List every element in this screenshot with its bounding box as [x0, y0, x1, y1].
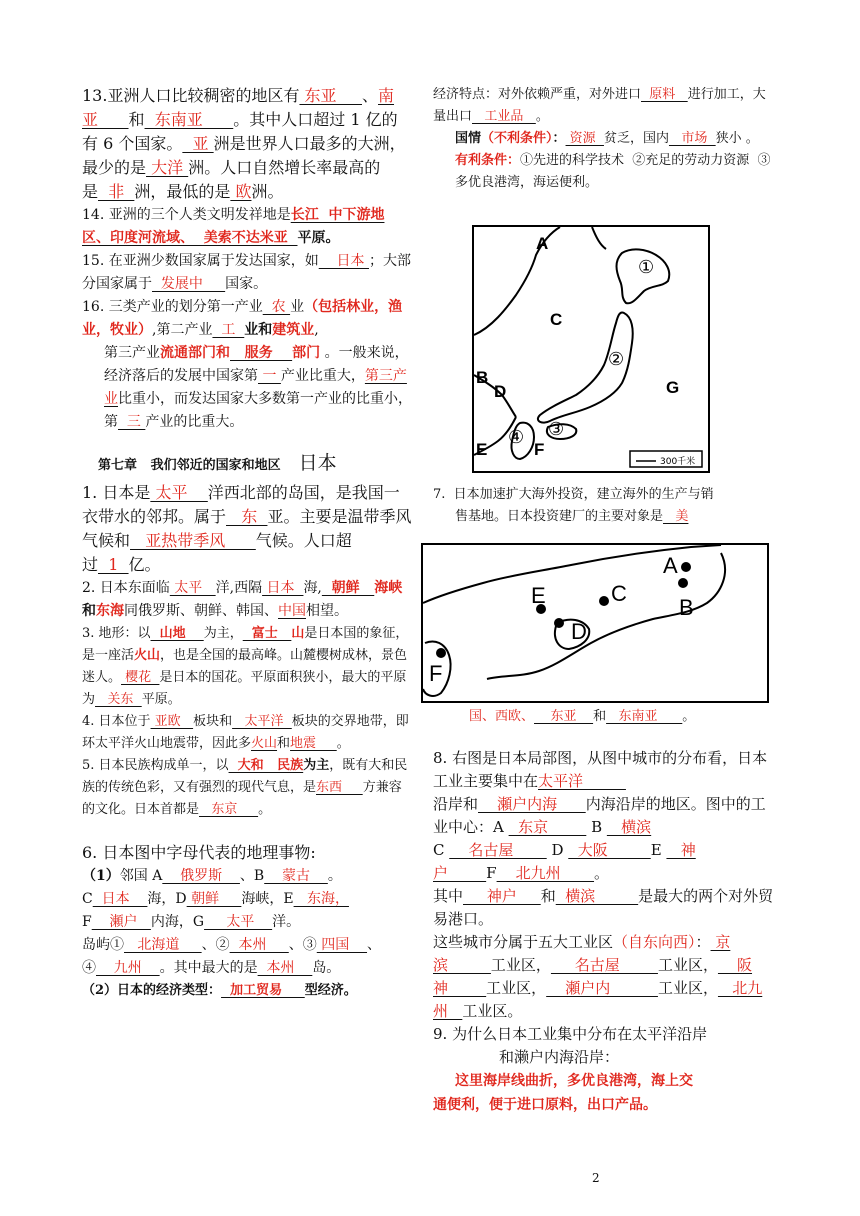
- label-circle-1: ①: [638, 257, 655, 278]
- right-column: [433, 84, 773, 194]
- q14: 14. 亚洲的三个人类文明发祥地是长江 中下游地区、印度河流域、 美索不达米亚 平原。: [82, 207, 385, 246]
- q9-answer: 这里海岸线曲折，多优良港湾，海上交: [455, 1073, 693, 1089]
- label-D: D: [494, 382, 507, 401]
- city-C: [599, 596, 609, 606]
- q2: 2. 日本东面临 太平 洋,西隔 日本 海, 朝鲜 海峡和东海同俄罗斯、朝鲜、韩国、中国相望。: [82, 580, 403, 619]
- favorable-conditions: 有利条件：①先进的科学技术 ②充足的劳动力资源 ③多优良港湾，海运便利。: [455, 153, 771, 190]
- map2-label-B: B: [679, 595, 694, 620]
- japan-map: [472, 225, 710, 473]
- q15: 15. 在亚洲少数国家属于发达国家，如 日本 ；大部分国家属于 发展中 国家。: [82, 253, 411, 292]
- q3: 3. 地形：以 山地 为主， 富士 山是日本国的象征，是一座活火山，也是全国的最高峰。山麓樱树成林，景色迷人。 樱花 是日本的国花。平原面积狭小，最大的平原为 关东 平原。: [82, 626, 409, 707]
- label-circle-3: ③: [548, 419, 565, 440]
- q7: 7. 日本加速扩大海外投资，建立海外的生产与销: [433, 487, 714, 502]
- city-B: [678, 578, 688, 588]
- left-column: [82, 84, 412, 1002]
- label-C: C: [550, 310, 563, 329]
- q6-2: （2）日本的经济类型： 加工贸易 型经济。: [82, 983, 357, 998]
- q6: 6. 日本图中字母代表的地理事物:: [82, 843, 316, 862]
- city-F: [436, 648, 446, 658]
- q9: 9. 为什么日本工业集中分布在太平洋沿岸: [433, 1025, 708, 1043]
- q8-block: [433, 747, 778, 1117]
- map2-label-D: D: [571, 619, 587, 644]
- city-D: [554, 618, 564, 628]
- label-A: A: [536, 234, 549, 253]
- q6-1: （1）邻国 A 俄罗斯 、B 蒙古 。 C 日本 海，D 朝鲜 海峡，E 东海， F 瀬户 内海，G 太平 洋。 岛屿① 北海道 、② 本州 、③ 四国 、④ 九州 。其中最大的是 本州 岛。: [82, 868, 382, 976]
- q5: 5. 日本民族构成单一，以 大和 民族为主，既有大和民族的传统色彩，又有强烈的现代气息，是东西 方兼容的文化。日本首都是 东京 。: [82, 758, 408, 817]
- label-circle-2: ②: [608, 349, 625, 370]
- q7-block: [433, 484, 773, 528]
- map2-label-C: C: [611, 581, 627, 606]
- label-B: B: [476, 368, 489, 387]
- q7-answers: 国、西欧、 东亚 和 东南亚 。: [469, 709, 696, 724]
- label-G: G: [666, 378, 680, 397]
- industry-map: [421, 543, 769, 703]
- q7-answer-block: [433, 706, 773, 728]
- national-conditions: 国情（不利条件）： 资源 贫乏，国内 市场 狭小 。: [455, 131, 759, 146]
- q16: 16. 三类产业的划分第一产业 农 业（包括林业，渔业，牧业）,第二产业 工 业和建筑业,: [82, 299, 403, 338]
- econ-features: 经济特点：对外依赖严重，对外进口 原料 进行加工，大量出口 工业品 。: [433, 87, 766, 124]
- q7-cont: 售基地。日本投资建厂的主要对象是 美: [455, 509, 689, 524]
- label-E: E: [476, 440, 488, 459]
- q13: 13.亚洲人口比较稠密的地区有 东亚 、南亚 和 东南亚 。其中人口超过 1 亿的有 6 个国家。 亚 洲是世界人口最多的大洲，最少的是 大洋 洲。人口自然增长率最高的是 非 洲，最低的是 欧洲。: [82, 86, 406, 201]
- q9-cont: 和濑户内海沿岸：: [499, 1048, 620, 1066]
- q8: 8. 右图是日本局部图，从图中城市的分布看，日本工业主要集中在太平洋 沿岸和 瀬户内海 内海沿岸的地区。图中的工业中心：A 东京 B 横滨 C 名古屋 D 大阪 E 神户 F 北九州 。 其中 神户 和 横滨 是最大的两个对外贸易港口。 这些城市分属于五大工业区（自东向西）： 京滨 工业区， 名古屋 工业区， 阪神 工业区， 瀬户内 工业区， 北九州 工业区。: [433, 749, 774, 1020]
- scale-label: 300千米: [660, 457, 696, 467]
- map2-label-A: A: [663, 553, 678, 578]
- q4: 4. 日本位于 亚欧 板块和 太平洋 板块的交界地带，即环太平洋火山地震带，因此多火山和地震 。: [82, 714, 409, 751]
- q16-cont: 第三产业流通部门和 服务 部门 。一般来说，经济落后的发展中国家第 一 产业比重大，第三产业比重小，而发达国家大多数第一产业的比重小，第 三 产业的比重大。: [104, 345, 412, 430]
- map2-frame: [422, 544, 768, 702]
- label-F: F: [534, 440, 545, 459]
- q9-answer-cont: 通便利，便于进口原料，出口产品。: [433, 1097, 657, 1113]
- q1: 1. 日本是 太平 洋西北部的岛国，是我国一衣带水的邻邦。属于 东 亚。主要是温带季风气候和 亚热带季风 气候。人口超过 1 亿。: [82, 483, 412, 574]
- chapter-heading: 第七章 我们邻近的国家和地区 日本: [98, 452, 337, 474]
- city-A: [681, 562, 691, 572]
- map2-label-E: E: [531, 583, 546, 608]
- label-circle-4: ④: [508, 427, 525, 448]
- page-number: 2: [592, 1171, 600, 1185]
- map2-label-F: F: [429, 661, 443, 686]
